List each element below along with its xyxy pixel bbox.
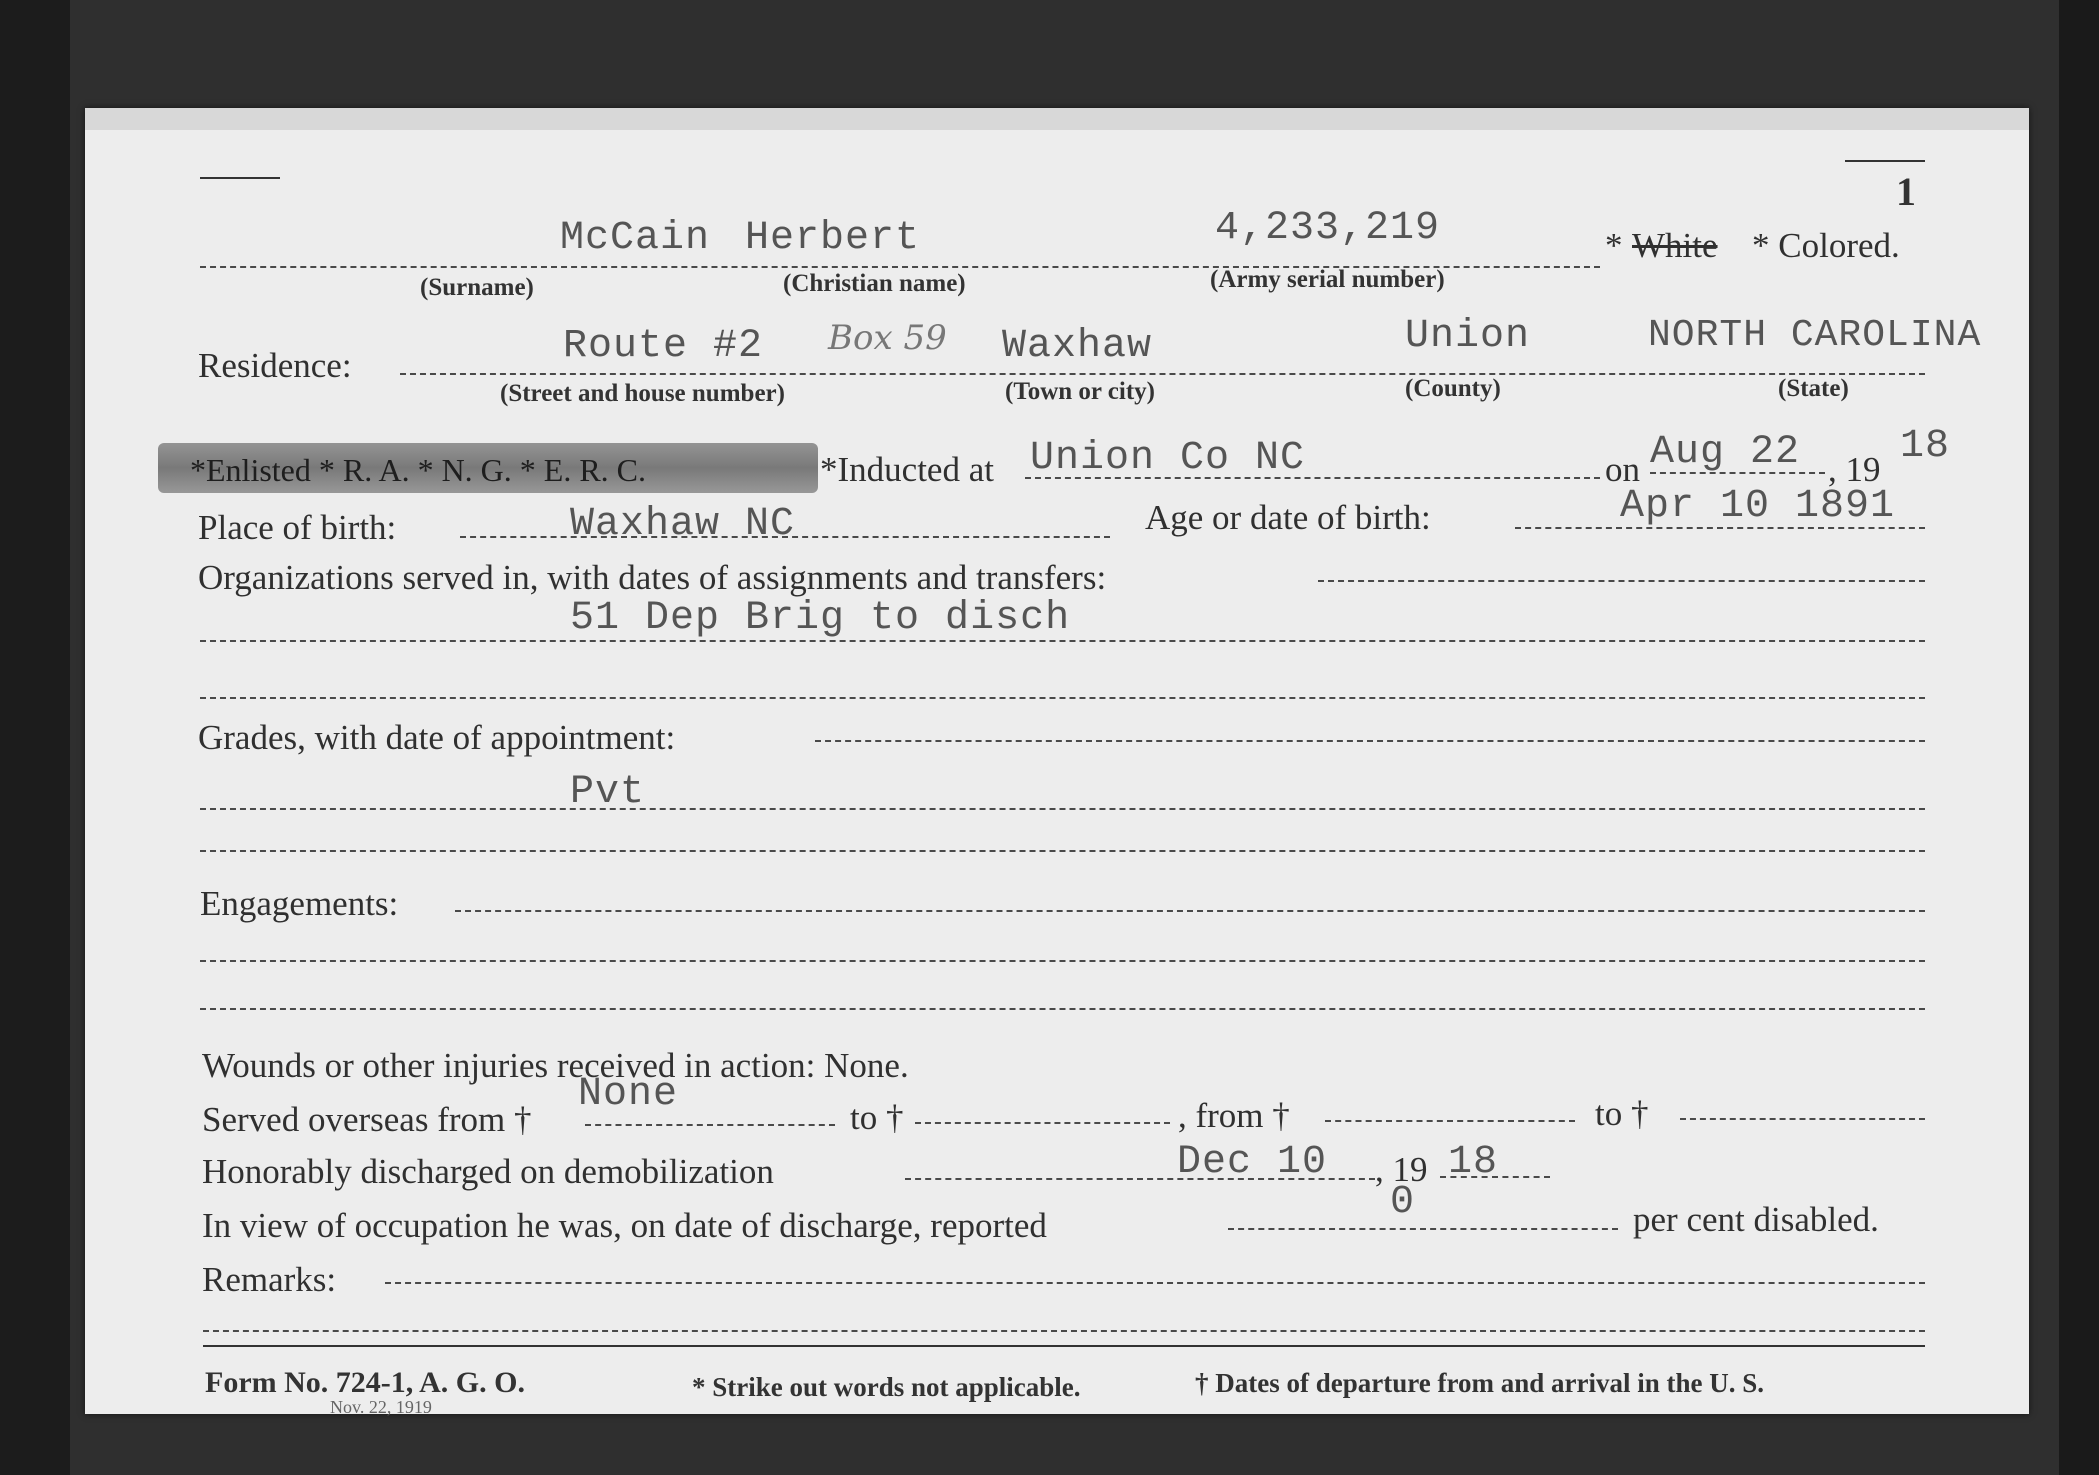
card-top-shade <box>85 108 2029 130</box>
race-colored: * Colored. <box>1752 226 1900 265</box>
inducted-line <box>1025 477 1600 479</box>
strike-out-note: * Strike out words not applicable. <box>692 1372 1081 1402</box>
engagements-label: Engagements: <box>200 884 399 923</box>
disability-suffix: per cent disabled. <box>1633 1200 1879 1239</box>
organizations-line-3 <box>200 697 1925 699</box>
date-of-birth-line <box>1515 527 1925 529</box>
inducted-year-value: 18 <box>1900 424 1951 469</box>
county-caption: (County) <box>1405 375 1501 402</box>
race-white-struck: White <box>1632 226 1718 265</box>
place-of-birth-label: Place of birth: <box>198 508 397 547</box>
grades-line-1 <box>815 740 1925 742</box>
disability-line <box>1228 1228 1618 1230</box>
organizations-value: 51 Dep Brig to disch <box>570 596 1071 641</box>
inducted-year-prefix: , 19 <box>1828 450 1881 489</box>
remarks-line-2 <box>203 1330 1925 1332</box>
overseas-from-line <box>585 1124 835 1126</box>
residence-state-value: NORTH CAROLINA <box>1648 314 1982 357</box>
card-number: 1 <box>1896 169 1916 214</box>
residence-label: Residence: <box>198 346 352 385</box>
army-serial-number-value: 4,233,219 <box>1215 206 1441 251</box>
engagements-line-3 <box>200 1008 1925 1010</box>
residence-line <box>400 373 1925 375</box>
residence-handwritten-note: Box 59 <box>828 318 947 358</box>
discharge-year-value: 18 <box>1448 1140 1499 1185</box>
organizations-line-2 <box>200 640 1925 642</box>
age-or-date-label: Age or date of birth: <box>1145 498 1431 537</box>
residence-county-value: Union <box>1405 314 1531 359</box>
served-overseas-label: Served overseas from † <box>202 1100 532 1139</box>
organizations-label: Organizations served in, with dates of assignments and transfers: <box>198 558 1107 597</box>
enlisted-struck-text: *Enlisted * R. A. * N. G. * E. R. C. <box>190 452 647 488</box>
disability-value: 0 <box>1390 1180 1416 1225</box>
top-left-rule <box>200 177 280 179</box>
place-of-birth-line <box>460 536 1110 538</box>
inducted-date-line <box>1650 472 1825 474</box>
discharge-year-prefix: , 19 <box>1375 1150 1428 1189</box>
form-number: Form No. 724-1, A. G. O. <box>205 1366 525 1399</box>
street-caption: (Street and house number) <box>500 380 785 407</box>
inducted-at-label: *Inducted at <box>820 450 994 489</box>
footer-rule <box>203 1345 1925 1347</box>
state-caption: (State) <box>1778 375 1849 402</box>
organizations-line-1 <box>1318 580 1925 582</box>
place-of-birth-value: Waxhaw NC <box>570 502 796 547</box>
overseas-to-label-2: to † <box>1595 1094 1649 1133</box>
discharge-year-line <box>1440 1176 1550 1178</box>
overseas-to-line-2 <box>1680 1118 1925 1120</box>
overseas-from-line-2 <box>1325 1120 1575 1122</box>
discharge-label: Honorably discharged on demobilization <box>202 1152 774 1191</box>
race-asterisk: * <box>1605 226 1623 265</box>
remarks-label: Remarks: <box>202 1260 337 1299</box>
overseas-to-line <box>915 1122 1170 1124</box>
scan-left-edge <box>0 0 70 1475</box>
grades-line-3 <box>200 850 1925 852</box>
disability-label: In view of occupation he was, on date of discharge, reported <box>202 1206 1047 1245</box>
engagements-line-1 <box>455 910 1925 912</box>
engagements-line-2 <box>200 960 1925 962</box>
town-caption: (Town or city) <box>1005 378 1155 405</box>
surname-caption: (Surname) <box>420 274 534 301</box>
top-right-rule <box>1845 160 1925 162</box>
overseas-from-label-2: , from † <box>1178 1096 1290 1135</box>
overseas-to-label: to † <box>850 1098 904 1137</box>
remarks-line-1 <box>385 1282 1925 1284</box>
scan-right-edge <box>2059 0 2099 1475</box>
inducted-on-label: on <box>1605 450 1640 489</box>
grades-line-2 <box>200 808 1925 810</box>
dates-note: † Dates of departure from and arrival in the U. S. <box>1195 1368 1764 1398</box>
served-overseas-value: None <box>578 1072 679 1117</box>
inducted-place-value: Union Co NC <box>1030 436 1306 481</box>
inducted-date-value: Aug 22 <box>1650 430 1801 475</box>
date-of-birth-value: Apr 10 1891 <box>1620 484 1896 529</box>
grades-value: Pvt <box>570 770 646 815</box>
wounds-label: Wounds or other injuries received in action: None. <box>202 1046 909 1085</box>
christian-name-value: Herbert <box>745 216 921 261</box>
residence-town-value: Waxhaw <box>1002 324 1153 369</box>
discharge-date-value: Dec 10 <box>1177 1140 1328 1185</box>
army-serial-caption: (Army serial number) <box>1210 266 1445 293</box>
residence-street-value: Route #2 <box>563 324 764 369</box>
grades-label: Grades, with date of appointment: <box>198 718 676 757</box>
surname-value: McCain <box>560 216 711 261</box>
form-date: Nov. 22, 1919 <box>330 1397 432 1417</box>
christian-name-caption: (Christian name) <box>783 270 966 297</box>
